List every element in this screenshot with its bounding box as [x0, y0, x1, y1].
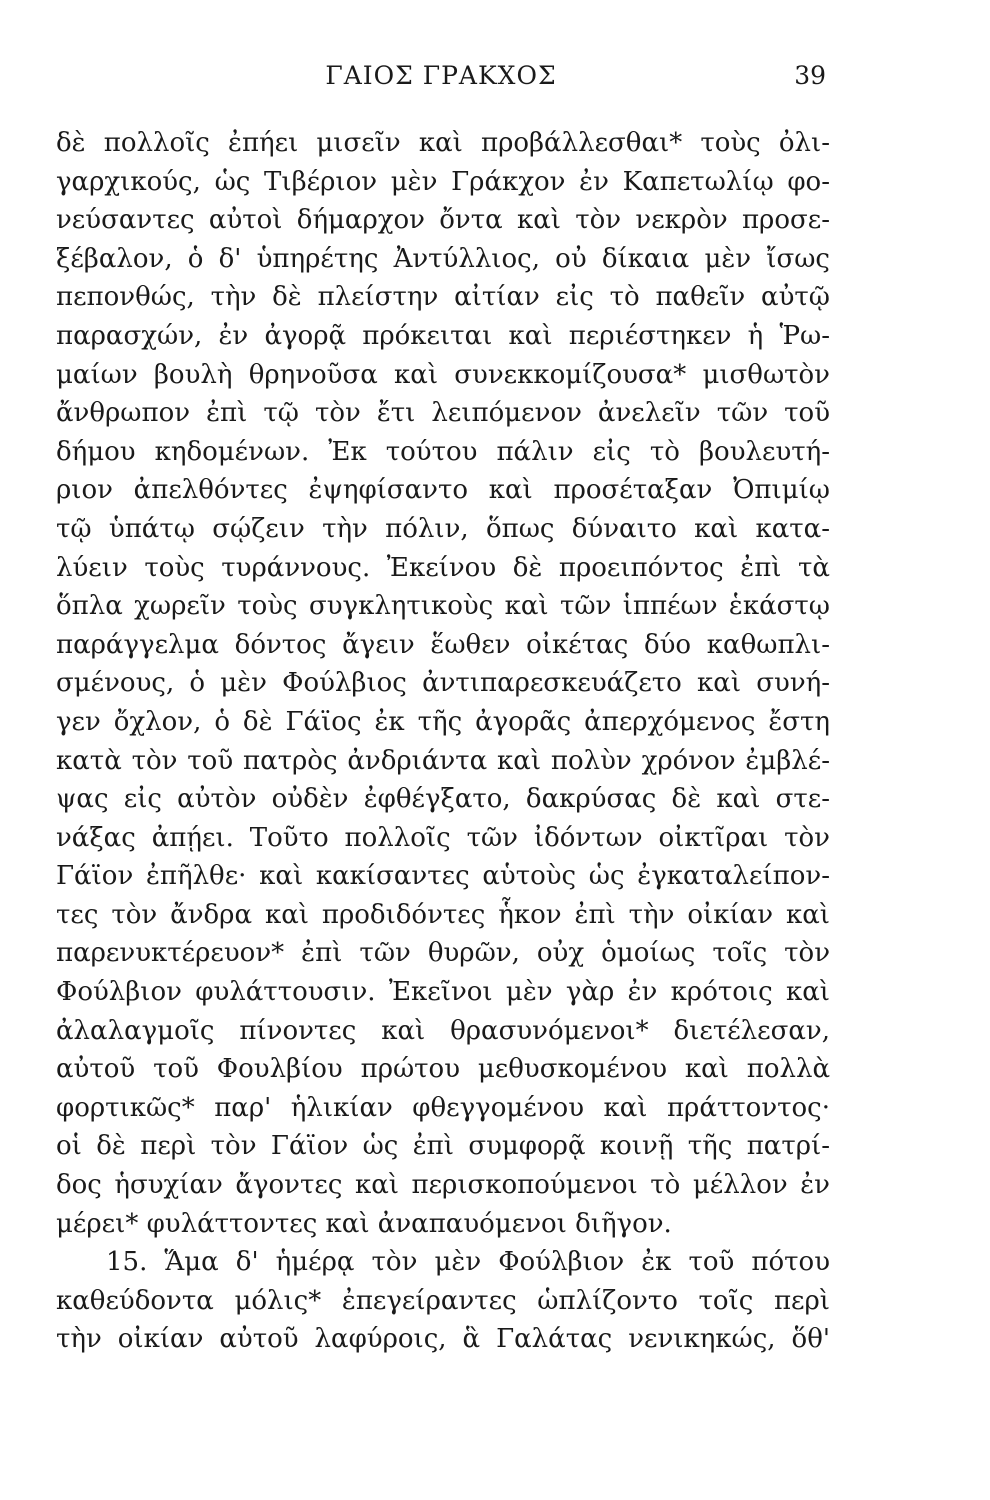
text-line: τῷ ὑπάτῳ σῴζειν τὴν πόλιν, ὅπως δύναιτο καὶ κατα- [56, 513, 830, 544]
text-line: Γάϊον ἐπῆλθε· καὶ κακίσαντες αὑτοὺς ὡς ἐγκαταλείπον- [56, 861, 830, 892]
text-line: γεν ὄχλον, ὁ δὲ Γάϊος ἐκ τῆς ἀγορᾶς ἀπερχόμενος ἔστη [56, 706, 830, 737]
text-line: φορτικῶς* παρ' ἡλικίαν φθεγγομένου καὶ πράττοντος· [56, 1092, 830, 1123]
text-line: λύειν τοὺς τυράννους. Ἐκείνου δὲ προειπόντος ἐπὶ τὰ [56, 552, 830, 583]
text-line: παράγγελμα δόντος ἄγειν ἕωθεν οἰκέτας δύο καθωπλι- [56, 629, 830, 660]
text-line: μαίων βουλὴ θρηνοῦσα καὶ συνεκκομίζουσα* μισθωτὸν [56, 359, 830, 390]
text-line: δὲ πολλοῖς ἐπήει μισεῖν καὶ προβάλλεσθαι* τοὺς ὀλι- [56, 128, 830, 158]
text-line: σμένους, ὁ μὲν Φούλβιος ἀντιπαρεσκευάζετο καὶ συνή- [56, 668, 830, 699]
text-line: ψας εἰς αὐτὸν οὐδὲν ἐφθέγξατο, δακρύσας δὲ καὶ στε- [56, 784, 830, 815]
text-line: Φούλβιον φυλάττουσιν. Ἐκεῖνοι μὲν γὰρ ἐν κρότοις καὶ [56, 977, 830, 1008]
section-start-line: 15. Ἅμα δ' ἡμέρᾳ τὸν μὲν Φούλβιον ἐκ τοῦ πότου [106, 1247, 830, 1278]
text-line: αὐτοῦ τοῦ Φουλβίου πρώτου μεθυσκομένου καὶ πολλὰ [56, 1054, 830, 1085]
text-line: γαρχικούς, ὡς Τιβέριον μὲν Γράκχον ἐν Καπετωλίῳ φο- [56, 166, 830, 197]
text-line: παρενυκτέρευον* ἐπὶ τῶν θυρῶν, οὐχ ὁμοίως τοῖς τὸν [56, 938, 830, 969]
running-title: ΓΑΙΟΣ ΓΡΑΚΧΟΣ [325, 61, 557, 90]
text-line: δος ἡσυχίαν ἄγοντες καὶ περισκοπούμενοι τὸ μέλλον ἐν [56, 1170, 830, 1201]
text-line: μέρει* φυλάττοντες καὶ ἀναπαυόμενοι διῆγον. [56, 1208, 672, 1239]
page-number: 39 [794, 61, 826, 90]
text-line: νεύσαντες αὐτοὶ δήμαρχον ὄντα καὶ τὸν νεκρὸν προσε- [56, 205, 830, 236]
text-line: ἄνθρωπον ἐπὶ τῷ τὸν ἔτι λειπόμενον ἀνελεῖν τῶν τοῦ [56, 398, 830, 429]
text-line: ὅπλα χωρεῖν τοὺς συγκλητικοὺς καὶ τῶν ἱππέων ἑκάστῳ [56, 591, 830, 622]
text-line: καθεύδοντα μόλις* ἐπεγείραντες ὡπλίζοντο τοῖς περὶ [56, 1285, 830, 1316]
body-text [56, 124, 830, 1359]
text-line: νάξας ἀπῄει. Τοῦτο πολλοῖς τῶν ἰδόντων οἰκτῖραι τὸν [56, 822, 830, 853]
text-line: ἀλαλαγμοῖς πίνοντες καὶ θρασυνόμενοι* διετέλεσαν, [56, 1015, 830, 1046]
text-line: οἱ δὲ περὶ τὸν Γάϊον ὡς ἐπὶ συμφορᾷ κοινῇ τῆς πατρί- [56, 1131, 830, 1162]
text-line: δήμου κηδομένων. Ἐκ τούτου πάλιν εἰς τὸ βουλευτή- [56, 436, 830, 467]
text-line: ξέβαλον, ὁ δ' ὑπηρέτης Ἀντύλλιος, οὐ δίκαια μὲν ἴσως [56, 243, 830, 274]
text-line: παρασχών, ἐν ἀγορᾷ πρόκειται καὶ περιέστηκεν ἡ Ῥω- [56, 320, 830, 351]
text-line: κατὰ τὸν τοῦ πατρὸς ἀνδριάντα καὶ πολὺν χρόνον ἐμβλέ- [56, 745, 830, 776]
running-head [56, 58, 826, 94]
text-line: πεπονθώς, τὴν δὲ πλείστην αἰτίαν εἰς τὸ παθεῖν αὐτῷ [56, 282, 830, 313]
text-line: τες τὸν ἄνδρα καὶ προδιδόντες ἧκον ἐπὶ τὴν οἰκίαν καὶ [56, 899, 830, 930]
text-line: ριον ἀπελθόντες ἐψηφίσαντο καὶ προσέταξαν Ὀπιμίῳ [56, 475, 830, 506]
text-line: τὴν οἰκίαν αὐτοῦ λαφύροις, ἃ Γαλάτας νενικηκώς, ὅθ' [56, 1324, 830, 1355]
